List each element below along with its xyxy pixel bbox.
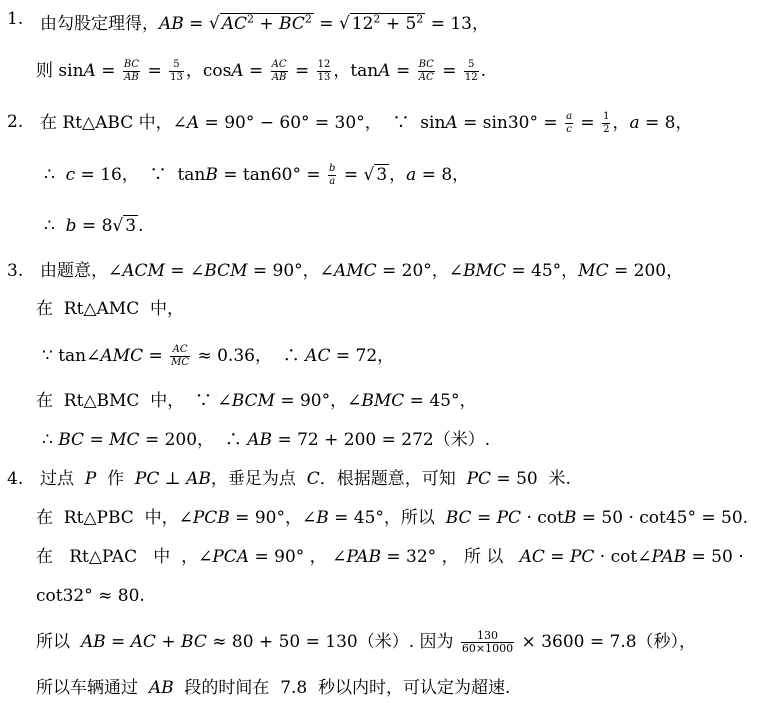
problem-4-line-5: 所以 AB = AC + BC ≈ 80 + 50 = 130（米）. 因为 $\frac{130}{60\times 1000}$ × 3600 = 7.8（秒）， [36, 629, 697, 655]
problem-3-line-5: ∴ BC = MC = 200， ∴ AB = 72 + 200 = 272（米）. [42, 430, 491, 450]
problem-number: 2. [7, 112, 24, 132]
problem-4-line-6: 所以车辆通过 AB 段的时间在 7.8 秒以内时，可认定为超速. [36, 678, 511, 698]
problem-number: 4. [7, 469, 24, 489]
problem-2-line-3: ∴ b = 8√ 3 . [44, 216, 144, 236]
problem-4-line-3: 在 Rt△PAC 中 ，∠PCA = 90° ， ∠PAB = 32° ， 所 以 AC = PC · cot∠PAB = 50 · [36, 547, 744, 567]
problem-3-line-1: 3. 由题意，∠ACM = ∠BCM = 90°，∠AMC = 20°，∠BMC = 45°，MC = 200， [7, 261, 684, 281]
problem-number: 3. [7, 261, 24, 281]
problem-4-line-1: 4. 过点 P 作 PC ⊥ AB，垂足为点 C．根据题意，可知 PC = 50 米. [7, 469, 571, 489]
problem-4-line-2: 在 Rt△PBC 中，∠PCB = 90°，∠B = 45°，所以 BC = PC · cotB = 50 · cot45° = 50. [36, 508, 749, 528]
problem-3-line-3: ∵ tan∠AMC = $\frac{AC}{MC}$ ≈ 0.36， ∴ AC = 72， [42, 344, 395, 368]
problem-2-line-1: 2. 在 Rt△ABC 中，∠A = 90° − 60° = 30°， ∵ sinA = sin30° = $\frac{a}{c}$ = $\frac{1}{2}$ ，a = 8， [7, 111, 693, 135]
problem-1-line-1: 1. 由勾股定理得，AB = √ $AC^2 + BC^2$ = √ $12^2 + 5^2 = 13$， [7, 9, 489, 34]
problem-1-line-2: 则 sinA = $\frac{BC}{AB}$ = $\frac{5}{13}$ ，cosA = $\frac{AC}{AB}$ = $\frac{12}{13}$ ，tanA = $\frac{BC}{AC}$ = $\frac{5}{12}$ . [36, 59, 486, 83]
problem-3-line-2: 在 Rt△AMC 中， [36, 299, 185, 319]
problem-4-line-4: cot32° ≈ 80. [36, 586, 145, 606]
problem-3-line-4: 在 Rt△BMC 中， ∵ ∠BCM = 90°，∠BMC = 45°， [36, 391, 477, 411]
problem-2-line-2: ∴ c = 16， ∵ tanB = tan60° = $\frac{b}{a}$ = √ 3 ，a = 8， [44, 163, 470, 187]
problem-number: 1. [7, 9, 24, 29]
